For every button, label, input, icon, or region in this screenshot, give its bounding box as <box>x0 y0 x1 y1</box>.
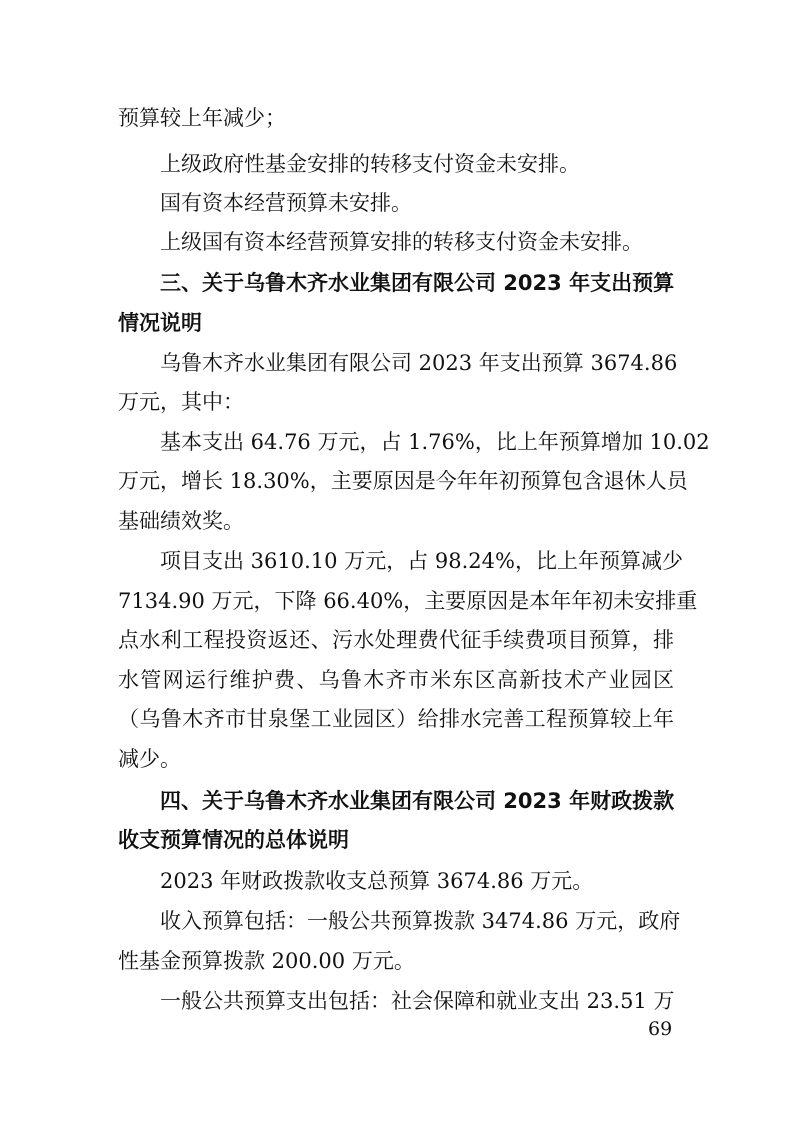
section-heading-4: 四、关于乌鲁木齐水业集团有限公司 2023 年财政拨款 <box>160 789 675 813</box>
text-line: 国有资本经营预算未安排。 <box>160 191 412 215</box>
text-line: 收入预算包括：一般公共预算拨款 3474.86 万元，政府 <box>160 909 681 933</box>
text-line: 一般公共预算支出包括：社会保障和就业支出 23.51 万 <box>160 989 675 1013</box>
section-heading-3: 三、关于乌鲁木齐水业集团有限公司 2023 年支出预算 <box>160 271 675 295</box>
text-line: 万元，其中： <box>118 390 244 414</box>
text-line: （乌鲁木齐市甘泉堡工业园区）给排水完善工程预算较上年 <box>118 707 674 731</box>
section-heading-3-cont: 情况说明 <box>118 311 202 335</box>
text-line: 基础绩效奖。 <box>118 509 244 533</box>
section-heading-4-cont: 收支预算情况的总体说明 <box>118 828 349 852</box>
text-line: 预算较上年减少； <box>118 106 286 130</box>
page-number: 69 <box>648 1018 673 1040</box>
text-line: 上级政府性基金安排的转移支付资金未安排。 <box>160 152 580 176</box>
text-line: 性基金预算拨款 200.00 万元。 <box>118 949 415 973</box>
text-line: 水管网运行维护费、乌鲁木齐市米东区高新技术产业园区 <box>118 668 674 692</box>
text-line: 7134.90 万元，下降 66.40%，主要原因是本年年初未安排重 <box>118 589 698 613</box>
text-line: 万元，增长 18.30%，主要原因是今年年初预算包含退休人员 <box>118 469 688 493</box>
text-line: 项目支出 3610.10 万元，占 98.24%，比上年预算减少 <box>160 549 683 573</box>
text-line: 乌鲁木齐水业集团有限公司 2023 年支出预算 3674.86 <box>160 351 678 375</box>
text-line: 上级国有资本经营预算安排的转移支付资金未安排。 <box>160 230 643 254</box>
text-line: 点水利工程投资返还、污水处理费代征手续费项目预算，排 <box>118 628 674 652</box>
text-line: 基本支出 64.76 万元，占 1.76%，比上年预算增加 10.02 <box>160 430 710 454</box>
text-line: 2023 年财政拨款收支总预算 3674.86 万元。 <box>160 869 594 893</box>
text-line: 减少。 <box>118 747 181 771</box>
